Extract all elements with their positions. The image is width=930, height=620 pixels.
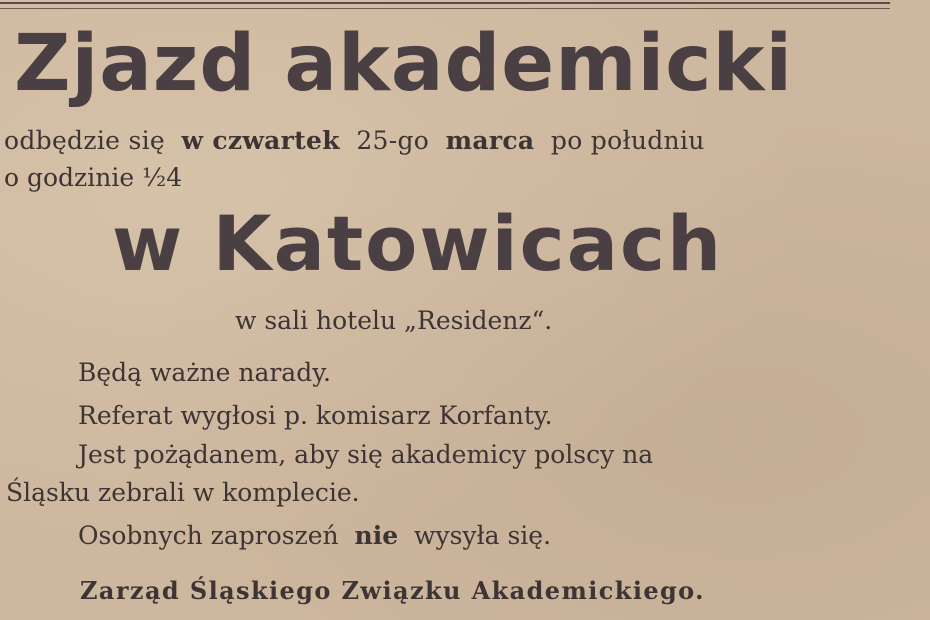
intro-part1: odbędzie się — [4, 126, 165, 155]
intro-afternoon: po południu — [550, 126, 705, 155]
p5-emphasis: nie — [354, 521, 399, 550]
intro-line — [4, 126, 705, 156]
top-rule — [0, 2, 890, 9]
paragraph-1: Będą ważne narady. — [78, 358, 331, 387]
paragraph-4 — [78, 521, 551, 551]
intro-date: 25-go — [356, 126, 430, 155]
p5-before: Osobnych zaproszeń — [78, 521, 339, 550]
paragraph-2: Referat wygłosi p. komisarz Korfanty. — [78, 401, 553, 430]
p5-after: wysyła się. — [414, 521, 552, 550]
intro-day: w czwartek — [181, 126, 340, 155]
signature: Zarząd Śląskiego Związku Akademickiego. — [80, 576, 705, 605]
venue-line: w sali hotelu „Residenz“. — [235, 306, 553, 335]
paragraph-3: Jest pożądanem, aby się akademicy polscy na — [78, 440, 654, 469]
paragraph-3-continued: Śląsku zebrali w komplecie. — [6, 478, 360, 507]
city-heading: w Katowicach — [112, 199, 724, 288]
intro-time: o godzinie ½4 — [4, 163, 183, 192]
headline: Zjazd akademicki — [14, 19, 794, 109]
intro-month: marca — [445, 126, 535, 155]
